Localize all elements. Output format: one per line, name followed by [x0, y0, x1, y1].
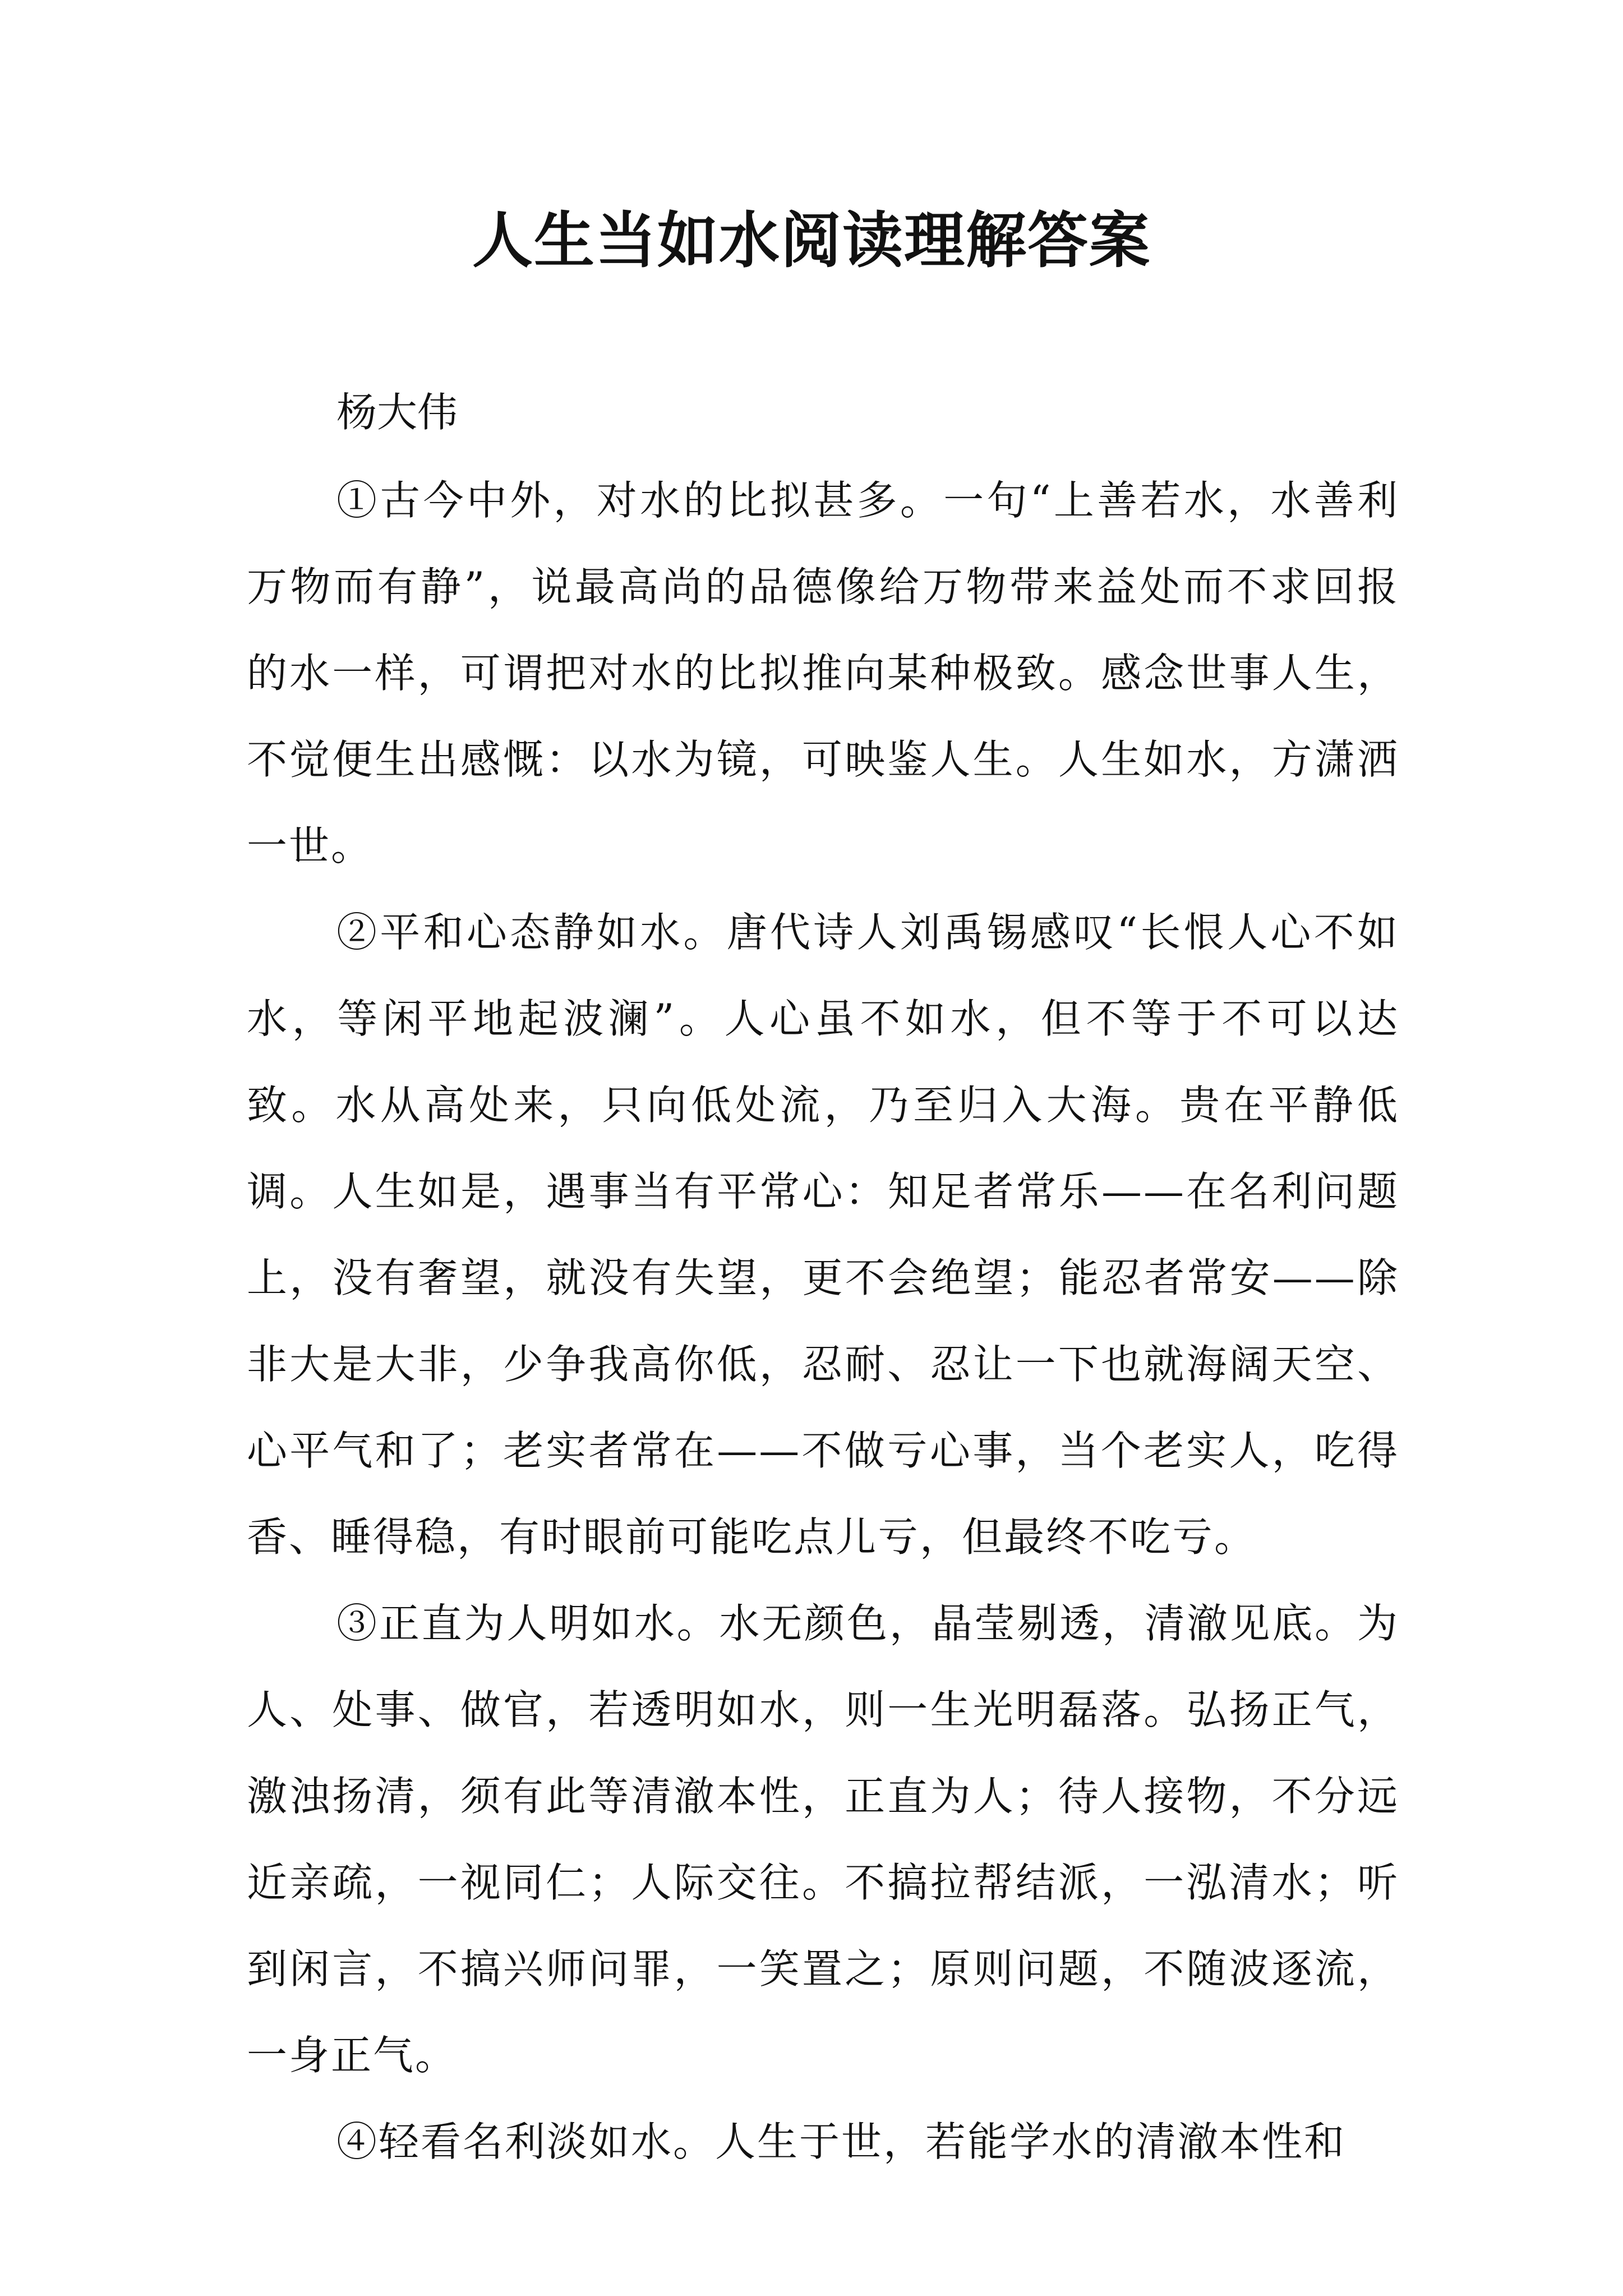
paragraph-4: ④轻看名利淡如水。人生于世，若能学水的清澈本性和 [336, 2118, 1347, 2165]
document-title: 人生当如水阅读理解答案 [472, 206, 1151, 276]
author-name: 杨大伟 [336, 389, 458, 436]
article-body [247, 457, 1399, 2185]
paragraph-3: ③正直为人明如水。水无颜色，晶莹剔透，清澈见底。为人、处事、做官，若透明如水，则一生光明磊落。弘扬正气，激浊扬清，须有此等清澈本性，正直为人；待人接物，不分远近亲疏，一视同仁；人际交往。不搞拉帮结派，一泓清水；听到闲言，不搞兴师问罪，一笑置之；原则问题，不随波逐流，一身正气。 [247, 1600, 1399, 2079]
paragraph-2: ②平和心态静如水。唐代诗人刘禹锡感叹“长恨人心不如水，等闲平地起波澜”。人心虽不如水，但不等于不可以达致。水从高处来，只向低处流，乃至归入大海。贵在平静低调。人生如是，遇事当有平常心：知足者常乐——在名利问题上，没有奢望，就没有失望，更不会绝望；能忍者常安——除非大是大非，少争我高你低，忍耐、忍让一下也就海阔天空、心平气和了；老实者常在——不做亏心事，当个老实人，吃得香、睡得稳，有时眼前可能吃点儿亏，但最终不吃亏。 [247, 909, 1399, 1561]
paragraph-1: ①古今中外，对水的比拟甚多。一句“上善若水，水善利万物而有静”，说最高尚的品德像给万物带来益处而不求回报的水一样，可谓把对水的比拟推向某种极致。感念世事人生，不觉便生出感慨：以水为镜，可映鉴人生。人生如水，方潇洒一世。 [247, 477, 1399, 869]
